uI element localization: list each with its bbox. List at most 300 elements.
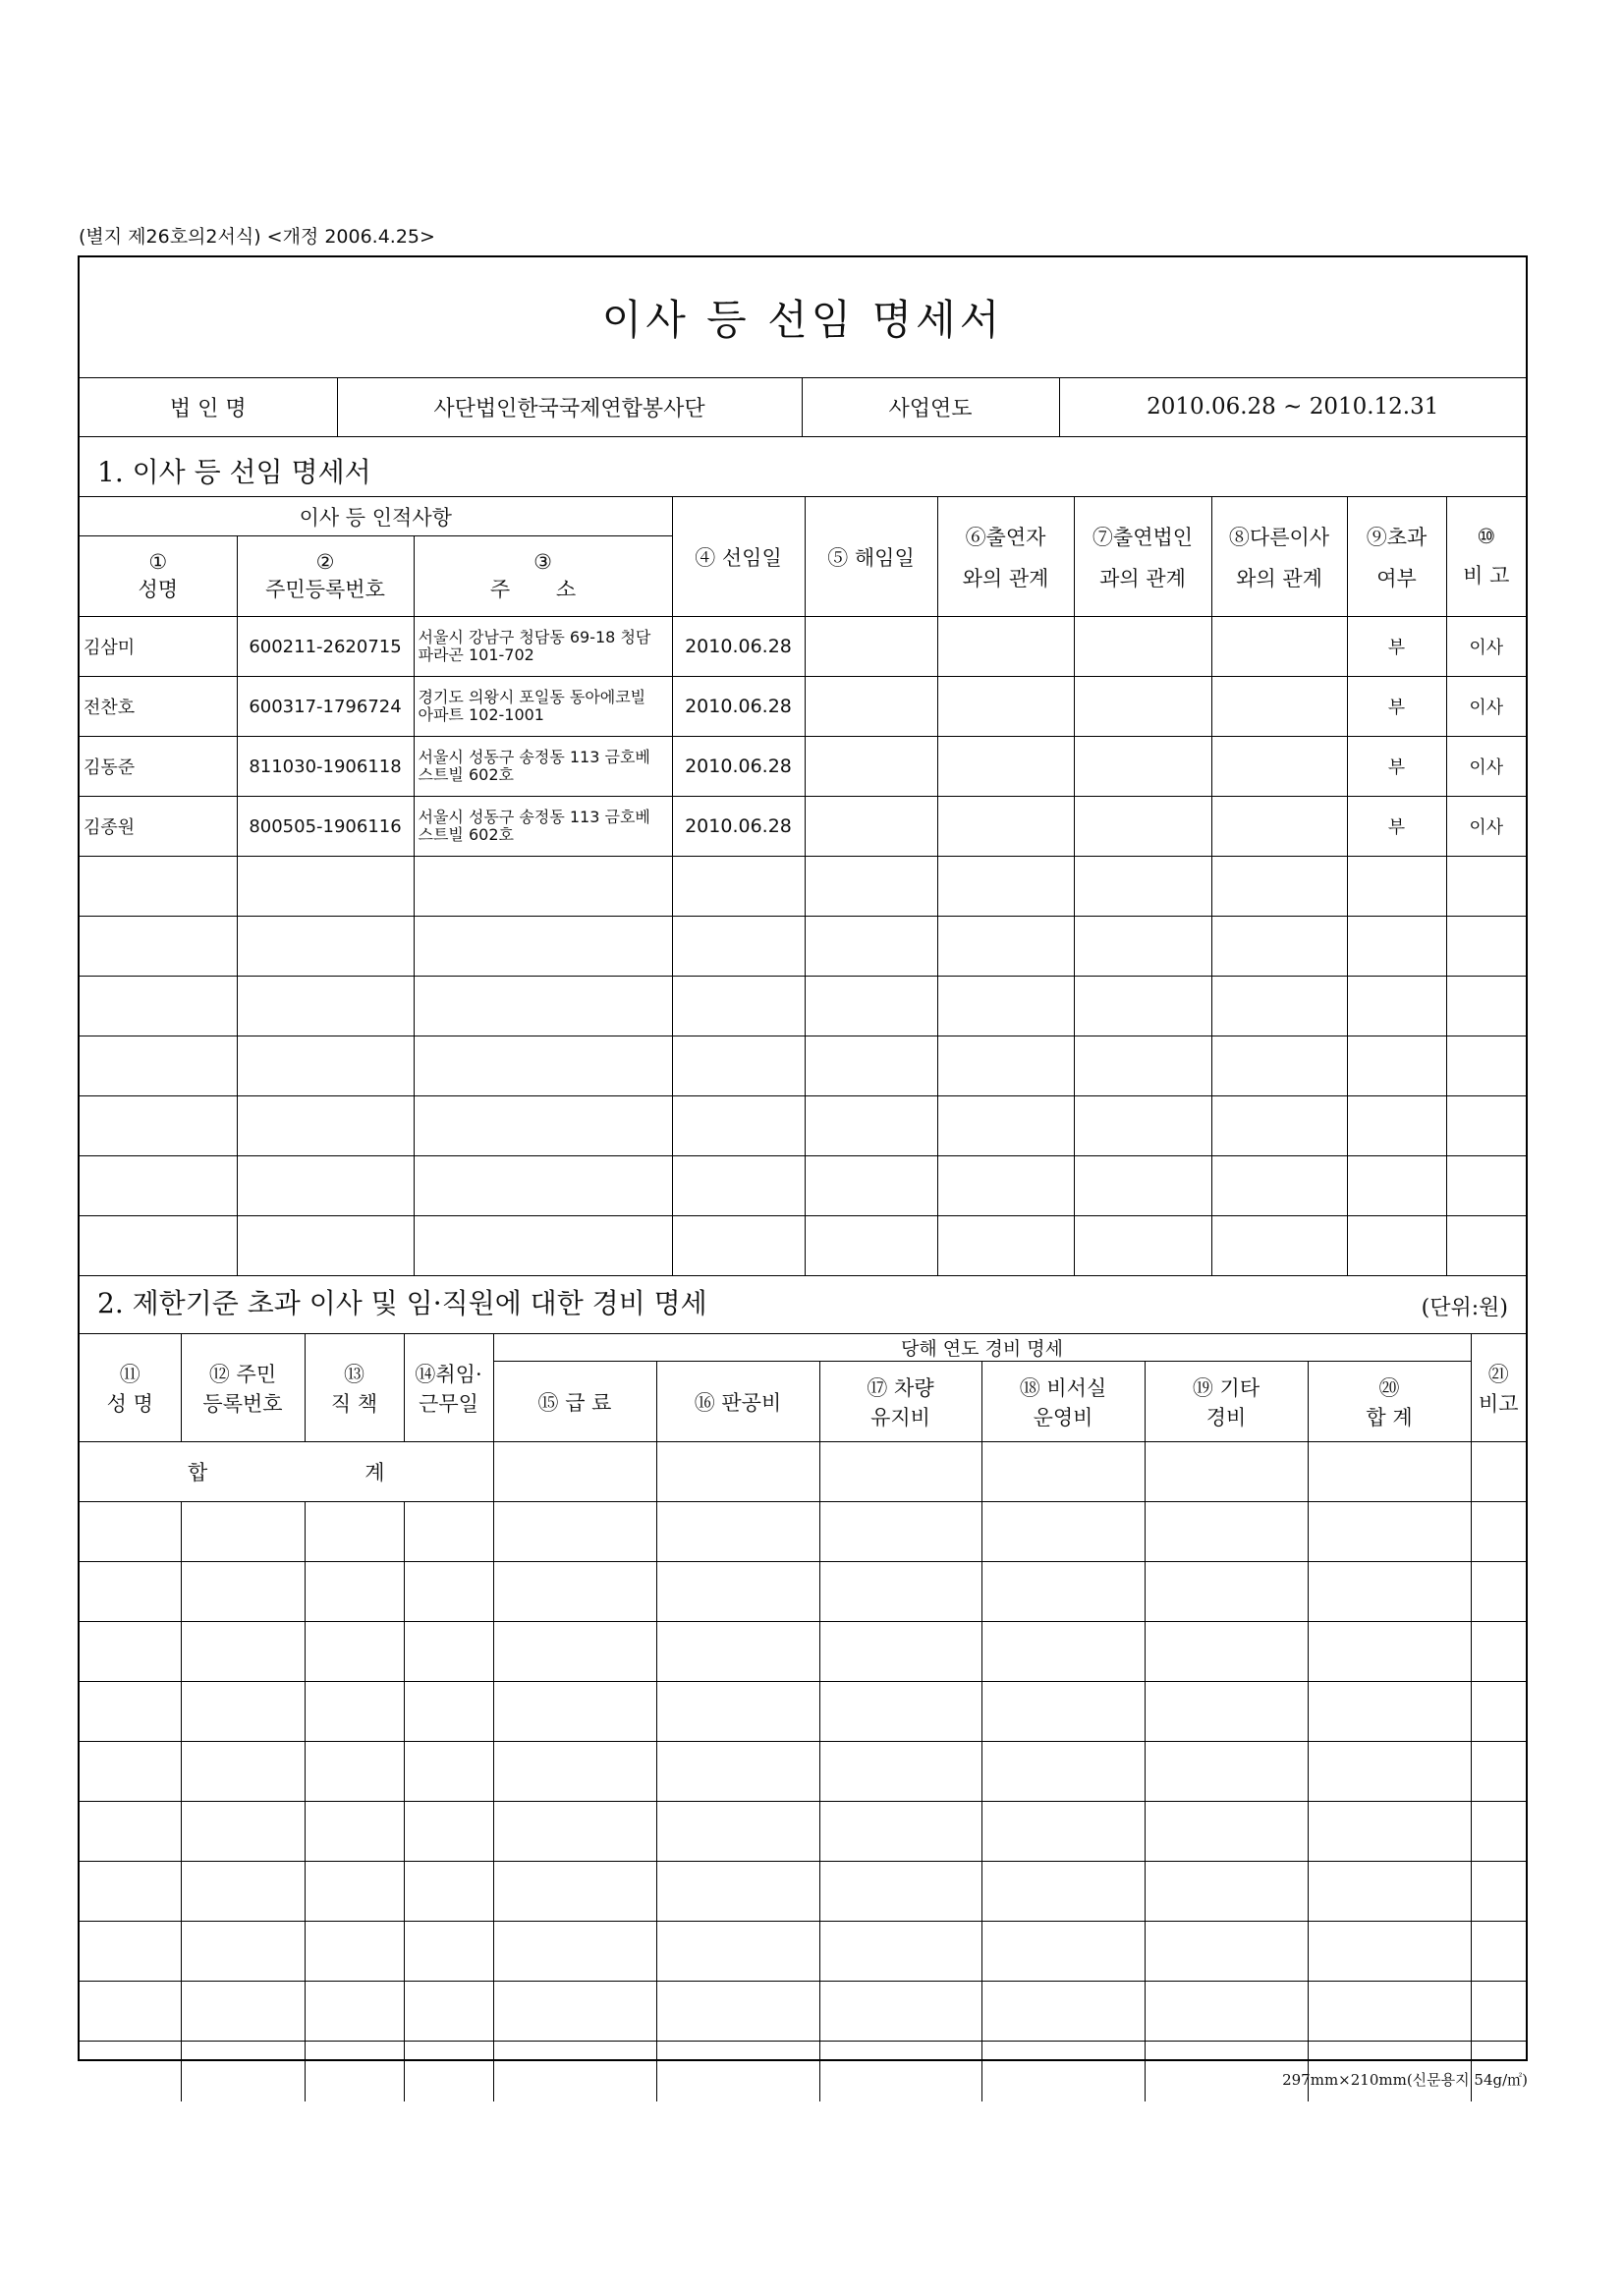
header-line: ⑰ 차량: [867, 1375, 934, 1400]
excess-expense-table: [80, 1333, 1526, 2101]
empty-row: [80, 1802, 1526, 1862]
empty-row: [80, 1036, 1526, 1096]
form-reference-note: (별지 제26호의2서식) <개정 2006.4.25>: [79, 226, 435, 248]
table-cell: [181, 1982, 305, 2042]
table-cell: [80, 1562, 181, 1622]
table-cell: [181, 1562, 305, 1622]
table-cell: [805, 1096, 937, 1156]
header-line: 운영비: [1033, 1405, 1093, 1429]
table-cell: [237, 1216, 414, 1276]
table-cell: [981, 1922, 1145, 1982]
excess-cell: 부: [1347, 797, 1446, 857]
col-position-header: [305, 1334, 404, 1442]
table-cell: [819, 1682, 981, 1742]
table-cell: [404, 1742, 493, 1802]
table-cell: [1471, 1802, 1526, 1862]
table-cell: [305, 1802, 404, 1862]
address-line: 서울시 강남구 청담동 69-18 청담: [418, 628, 651, 646]
table-cell: [80, 1622, 181, 1682]
table-cell: [672, 1036, 805, 1096]
table-cell: [656, 1982, 819, 2042]
table-cell: [414, 977, 672, 1036]
empty-row: [80, 857, 1526, 917]
document-title: 이사 등 선임 명세서: [80, 257, 1526, 378]
table-cell: [414, 1036, 672, 1096]
table-cell: [981, 1802, 1145, 1862]
remarks-cell: 이사: [1446, 617, 1526, 677]
table-cell: [493, 2042, 656, 2101]
table-cell: [1145, 1742, 1308, 1802]
table-cell: [672, 857, 805, 917]
header-line: 과의 관계: [1099, 566, 1186, 590]
header-line: ㉑: [1487, 1362, 1509, 1386]
table-cell: [80, 1096, 237, 1156]
table-cell: [414, 1156, 672, 1216]
col-remarks-header: [1471, 1334, 1526, 1442]
table-cell: [1446, 977, 1526, 1036]
header-line: ⑥출연자: [965, 525, 1046, 549]
table-cell: [819, 1442, 981, 1502]
header-line: 성 명: [106, 1391, 153, 1416]
table-cell: [1308, 1982, 1471, 2042]
address-line: 파라곤 101-702: [418, 645, 534, 664]
table-cell: [656, 1802, 819, 1862]
table-cell: [1347, 977, 1446, 1036]
corporation-info-table: [80, 377, 1526, 437]
table-cell: [80, 1036, 237, 1096]
remarks-cell: 이사: [1446, 797, 1526, 857]
form-frame: [78, 255, 1528, 2061]
table-cell: [672, 1156, 805, 1216]
table-cell: [493, 1742, 656, 1802]
table-row: [80, 737, 1526, 797]
table-cell: [414, 857, 672, 917]
table-cell: [305, 1502, 404, 1562]
header-line: 비고: [1478, 1391, 1519, 1416]
header-line: ⑱ 비서실: [1019, 1375, 1107, 1400]
address-line: 경기도 의왕시 포일동 동아에코빌: [418, 688, 646, 706]
table-cell: [1308, 1742, 1471, 1802]
table-cell: [1145, 1502, 1308, 1562]
table-cell: [181, 1502, 305, 1562]
expense-group-header: 당해 연도 경비 명세: [493, 1334, 1471, 1362]
table-cell: [1308, 1862, 1471, 1922]
table-cell: [404, 1982, 493, 2042]
table-cell: [80, 1216, 237, 1276]
table-cell: [305, 1982, 404, 2042]
table-cell: [656, 1742, 819, 1802]
table-cell: [237, 917, 414, 977]
header-line: ⑦출연법인: [1092, 525, 1194, 549]
name-cell: 김동준: [80, 737, 237, 797]
table-cell: [1211, 977, 1347, 1036]
address-line: 스트빌 602호: [418, 765, 514, 784]
table-cell: [819, 2042, 981, 2101]
table-cell: [1446, 1096, 1526, 1156]
address-cell: [414, 737, 672, 797]
table-cell: [181, 1742, 305, 1802]
excess-cell: 부: [1347, 677, 1446, 737]
header-line: 합 계: [1366, 1405, 1413, 1429]
table-cell: [1074, 797, 1211, 857]
name-cell: 김삼미: [80, 617, 237, 677]
header-line: ①: [148, 549, 168, 574]
table-cell: [981, 1502, 1145, 1562]
header-line: 비 고: [1463, 563, 1510, 588]
col-other-expense-header: [1145, 1362, 1308, 1442]
col-service-days-header: [404, 1334, 493, 1442]
empty-row: [80, 1096, 1526, 1156]
table-cell: [805, 1156, 937, 1216]
appointed-date-cell: 2010.06.28: [672, 677, 805, 737]
header-line: 근무일: [419, 1391, 478, 1416]
table-cell: [493, 1862, 656, 1922]
table-cell: [237, 1036, 414, 1096]
table-cell: [805, 917, 937, 977]
rrn-cell: 811030-1906118: [237, 737, 414, 797]
table-cell: [80, 977, 237, 1036]
table-cell: [1211, 1036, 1347, 1096]
col-dismissed-date-header: ⑤ 해임일: [805, 497, 937, 617]
address-line: 서울시 성동구 송정동 113 금호베: [418, 748, 650, 766]
table-cell: [493, 1562, 656, 1622]
address-line: 서울시 성동구 송정동 113 금호베: [418, 808, 650, 826]
table-cell: [819, 1922, 981, 1982]
empty-row: [80, 1562, 1526, 1622]
name-cell: 김종원: [80, 797, 237, 857]
col-rrn-header: [237, 536, 414, 617]
table-row: [80, 797, 1526, 857]
table-cell: [672, 977, 805, 1036]
table-cell: [80, 1922, 181, 1982]
header-line: 성명: [138, 577, 179, 601]
header-line: ⑧다른이사: [1228, 525, 1330, 549]
table-cell: [819, 1502, 981, 1562]
appointed-date-cell: 2010.06.28: [672, 617, 805, 677]
table-cell: [1471, 1562, 1526, 1622]
table-cell: [937, 1096, 1074, 1156]
col-remarks-header: [1446, 497, 1526, 617]
table-cell: [1074, 977, 1211, 1036]
table-cell: [672, 1096, 805, 1156]
header-line: ⑲ 기타: [1192, 1375, 1260, 1400]
address-cell: [414, 617, 672, 677]
table-cell: [1471, 1622, 1526, 1682]
col-address-header: [414, 536, 672, 617]
table-cell: [1211, 737, 1347, 797]
header-line: ⑭취임·: [415, 1362, 482, 1386]
header-line: 직 책: [330, 1391, 378, 1416]
table-cell: [404, 1862, 493, 1922]
table-cell: [937, 1036, 1074, 1096]
table-cell: [1308, 1502, 1471, 1562]
table-cell: [656, 1502, 819, 1562]
table-cell: [937, 1216, 1074, 1276]
total-row: [80, 1442, 1526, 1502]
header-line: 주민등록번호: [265, 577, 385, 601]
appointed-date-cell: 2010.06.28: [672, 797, 805, 857]
table-cell: [937, 797, 1074, 857]
table-cell: [937, 857, 1074, 917]
table-cell: [1211, 1096, 1347, 1156]
table-cell: [1074, 857, 1211, 917]
table-cell: [981, 2042, 1145, 2101]
dismissed-date-cell: [805, 737, 937, 797]
table-cell: [493, 1502, 656, 1562]
table-cell: [805, 857, 937, 917]
table-cell: [1211, 917, 1347, 977]
table-cell: [1145, 1802, 1308, 1862]
table-cell: [1347, 1156, 1446, 1216]
table-cell: [1211, 617, 1347, 677]
empty-row: [80, 917, 1526, 977]
table-cell: [1308, 1922, 1471, 1982]
director-appointment-table: [80, 496, 1526, 1276]
table-cell: [981, 1982, 1145, 2042]
header-line: 등록번호: [202, 1391, 283, 1416]
table-cell: [1471, 1682, 1526, 1742]
table-cell: [1446, 917, 1526, 977]
table-cell: [181, 1682, 305, 1742]
table-cell: [1471, 1502, 1526, 1562]
table-cell: [181, 1622, 305, 1682]
table-cell: [493, 1622, 656, 1682]
col-name-header: [80, 1334, 181, 1442]
col-excess-header: [1347, 497, 1446, 617]
table-cell: [305, 1682, 404, 1742]
table-cell: [656, 1682, 819, 1742]
table-cell: [493, 1682, 656, 1742]
header-line: ⑳: [1378, 1375, 1400, 1400]
dismissed-date-cell: [805, 677, 937, 737]
table-cell: [937, 737, 1074, 797]
col-appointed-date-header: ④ 선임일: [672, 497, 805, 617]
table-cell: [181, 1802, 305, 1862]
rrn-cell: 600211-2620715: [237, 617, 414, 677]
appointed-date-cell: 2010.06.28: [672, 737, 805, 797]
section1-heading: 1. 이사 등 선임 명세서: [97, 456, 371, 488]
table-cell: [80, 1862, 181, 1922]
table-cell: [493, 1442, 656, 1502]
table-cell: [181, 2042, 305, 2101]
table-cell: [1471, 1982, 1526, 2042]
table-cell: [819, 1562, 981, 1622]
corp-name-value: 사단법인한국국제연합봉사단: [337, 377, 802, 437]
table-cell: [404, 1622, 493, 1682]
col-total-header: [1308, 1362, 1471, 1442]
col-rrn-header: [181, 1334, 305, 1442]
table-cell: [305, 1862, 404, 1922]
empty-row: [80, 1622, 1526, 1682]
table-cell: [493, 1922, 656, 1982]
empty-row: [80, 1862, 1526, 1922]
table-cell: [981, 1682, 1145, 1742]
total-label-part: 합: [187, 1461, 208, 1484]
header-line: ⑫ 주민: [208, 1362, 277, 1386]
header-line: ⑬: [344, 1362, 364, 1386]
table-cell: [1074, 1216, 1211, 1276]
table-cell: [805, 1036, 937, 1096]
table-cell: [1145, 1922, 1308, 1982]
table-cell: [1308, 1682, 1471, 1742]
col-name-header: [80, 536, 237, 617]
table-cell: [1145, 1562, 1308, 1622]
header-line: ⑨초과: [1366, 525, 1428, 549]
empty-row: [80, 977, 1526, 1036]
table-row: [80, 617, 1526, 677]
header-line: ③: [533, 549, 552, 574]
table-cell: [414, 1216, 672, 1276]
table-cell: [404, 1802, 493, 1862]
table-cell: [656, 1862, 819, 1922]
empty-row: [80, 1922, 1526, 1982]
header-line: ⑪: [119, 1362, 140, 1386]
table-cell: [80, 2042, 181, 2101]
table-cell: [819, 1742, 981, 1802]
table-cell: [80, 857, 237, 917]
header-line: ②: [315, 549, 335, 574]
unit-label: (단위:원): [1421, 1296, 1508, 1320]
table-cell: [1471, 1862, 1526, 1922]
col-contributor-relation-header: [937, 497, 1074, 617]
table-cell: [1074, 1036, 1211, 1096]
table-cell: [237, 1096, 414, 1156]
table-cell: [819, 1802, 981, 1862]
section2-heading: 2. 제한기준 초과 이사 및 임·직원에 대한 경비 명세: [97, 1287, 707, 1319]
table-cell: [937, 1156, 1074, 1216]
table-cell: [1347, 1216, 1446, 1276]
table-cell: [493, 1802, 656, 1862]
table-cell: [981, 1622, 1145, 1682]
table-cell: [1211, 1156, 1347, 1216]
table-cell: [1074, 1156, 1211, 1216]
table-cell: [1446, 1156, 1526, 1216]
table-cell: [1308, 1442, 1471, 1502]
col-other-director-relation-header: [1211, 497, 1347, 617]
personal-info-group-header: 이사 등 인적사항: [80, 497, 672, 536]
col-salary-header: ⑮ 급 료: [493, 1362, 656, 1442]
table-cell: [937, 977, 1074, 1036]
total-label: [80, 1442, 493, 1502]
table-cell: [1308, 1802, 1471, 1862]
table-cell: [80, 1742, 181, 1802]
table-cell: [1446, 857, 1526, 917]
table-cell: [305, 1742, 404, 1802]
table-cell: [404, 1562, 493, 1622]
table-cell: [1446, 1216, 1526, 1276]
header-line: ⑩: [1477, 524, 1496, 548]
table-cell: [805, 1216, 937, 1276]
table-cell: [1347, 1096, 1446, 1156]
excess-cell: 부: [1347, 617, 1446, 677]
table-cell: [1145, 1442, 1308, 1502]
table-cell: [404, 1502, 493, 1562]
table-cell: [1211, 1216, 1347, 1276]
total-label-part: 계: [364, 1461, 385, 1484]
empty-row: [80, 1502, 1526, 1562]
table-cell: [1308, 1622, 1471, 1682]
table-cell: [1145, 1682, 1308, 1742]
name-cell: 전찬호: [80, 677, 237, 737]
table-cell: [237, 977, 414, 1036]
table-cell: [1074, 1096, 1211, 1156]
paper-spec-note: 297mm×210mm(신문용지 54g/㎡): [1282, 2071, 1528, 2089]
table-cell: [672, 1216, 805, 1276]
table-cell: [305, 2042, 404, 2101]
address-cell: [414, 797, 672, 857]
table-cell: [414, 917, 672, 977]
table-cell: [1211, 677, 1347, 737]
table-cell: [1145, 1862, 1308, 1922]
table-cell: [819, 1982, 981, 2042]
address-line: 스트빌 602호: [418, 825, 514, 844]
table-cell: [1347, 857, 1446, 917]
rrn-cell: 800505-1906116: [237, 797, 414, 857]
table-cell: [1145, 1622, 1308, 1682]
header-line: 와의 관계: [962, 566, 1049, 590]
table-cell: [819, 1622, 981, 1682]
table-cell: [656, 2042, 819, 2101]
fiscal-year-label: 사업연도: [802, 377, 1059, 437]
col-secretariat-header: [981, 1362, 1145, 1442]
excess-cell: 부: [1347, 737, 1446, 797]
fiscal-year-value: 2010.06.28 ~ 2010.12.31: [1059, 377, 1526, 437]
empty-row: [80, 1742, 1526, 1802]
empty-row: [80, 1156, 1526, 1216]
table-cell: [1471, 1742, 1526, 1802]
address-line: 아파트 102-1001: [418, 705, 544, 724]
table-cell: [981, 1562, 1145, 1622]
table-cell: [414, 1096, 672, 1156]
col-entertainment-header: ⑯ 판공비: [656, 1362, 819, 1442]
dismissed-date-cell: [805, 617, 937, 677]
table-cell: [656, 1922, 819, 1982]
table-cell: [237, 857, 414, 917]
table-cell: [237, 1156, 414, 1216]
empty-row: [80, 1216, 1526, 1276]
table-cell: [80, 1156, 237, 1216]
table-cell: [1471, 1922, 1526, 1982]
table-cell: [1145, 1982, 1308, 2042]
header-line: 여부: [1376, 566, 1417, 590]
table-cell: [981, 1862, 1145, 1922]
table-cell: [305, 1562, 404, 1622]
table-cell: [656, 1622, 819, 1682]
table-cell: [1074, 917, 1211, 977]
table-cell: [937, 917, 1074, 977]
table-cell: [981, 1442, 1145, 1502]
table-cell: [937, 677, 1074, 737]
table-cell: [656, 1562, 819, 1622]
table-cell: [1074, 617, 1211, 677]
table-cell: [805, 977, 937, 1036]
table-cell: [181, 1922, 305, 1982]
header-line: 경비: [1205, 1405, 1247, 1429]
table-cell: [80, 1982, 181, 2042]
table-cell: [656, 1442, 819, 1502]
table-cell: [80, 1502, 181, 1562]
rrn-cell: 600317-1796724: [237, 677, 414, 737]
dismissed-date-cell: [805, 797, 937, 857]
table-cell: [305, 1622, 404, 1682]
table-cell: [1471, 1442, 1526, 1502]
table-cell: [404, 2042, 493, 2101]
col-vehicle-header: [819, 1362, 981, 1442]
table-cell: [305, 1922, 404, 1982]
table-cell: [937, 617, 1074, 677]
table-cell: [493, 1982, 656, 2042]
col-corp-relation-header: [1074, 497, 1211, 617]
